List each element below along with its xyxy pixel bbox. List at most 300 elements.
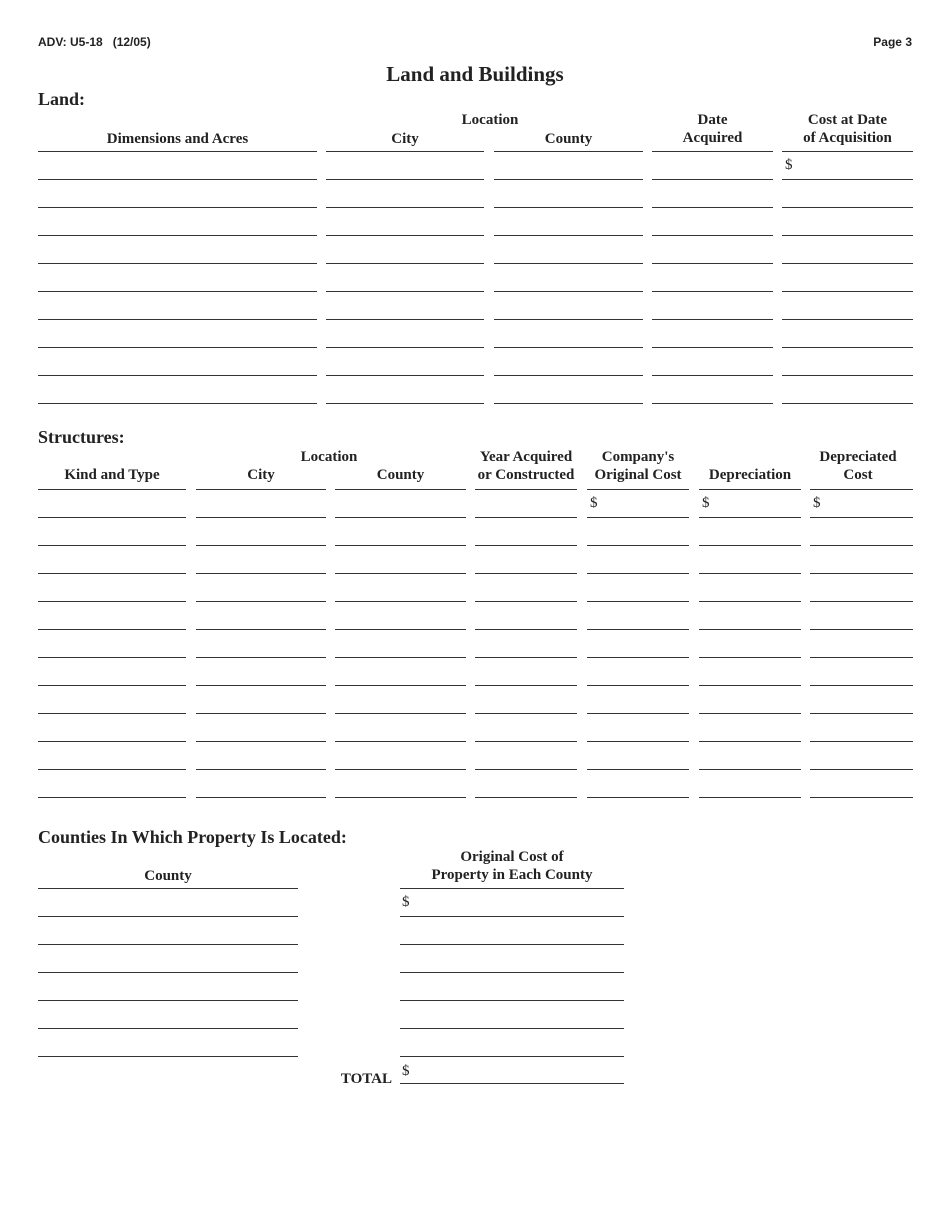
land-dimensions-input[interactable] — [41, 159, 314, 178]
form-id-text: ADV: U5-18 — [38, 35, 103, 49]
land-row-rule — [326, 207, 484, 208]
structures-row-rule — [810, 685, 913, 686]
structures-row-rule — [335, 573, 466, 574]
land-row-rule — [494, 179, 643, 180]
structures-row-rule — [810, 517, 913, 518]
counties-col-cost-line2: Property in Each County — [431, 867, 593, 883]
structures-depreciation-input[interactable] — [702, 637, 798, 656]
structures-row-rule — [810, 601, 913, 602]
land-col-cost-line1: Cost at Date — [807, 112, 888, 128]
land-col-cost-line2: of Acquisition — [803, 130, 892, 146]
counties-county-input[interactable] — [41, 924, 295, 943]
land-city-input[interactable] — [329, 355, 481, 374]
structures-year-input[interactable] — [478, 749, 574, 768]
counties-row-rule — [38, 1028, 298, 1029]
structures-dep-cost-input[interactable] — [813, 721, 910, 740]
land-cost-input[interactable] — [785, 327, 910, 346]
structures-city-input[interactable] — [199, 525, 323, 544]
land-row-rule — [38, 263, 317, 264]
land-county-input[interactable] — [497, 355, 640, 374]
land-dimensions-input[interactable] — [41, 187, 314, 206]
structures-kind-input[interactable] — [41, 553, 183, 572]
structures-row-rule — [810, 769, 913, 770]
land-city-input[interactable] — [329, 383, 481, 402]
structures-county-input[interactable] — [338, 609, 463, 628]
structures-row-rule — [196, 657, 326, 658]
structures-row-rule — [475, 741, 577, 742]
land-city-input[interactable] — [329, 327, 481, 346]
structures-city-input[interactable] — [199, 693, 323, 712]
structures-city-input[interactable] — [199, 777, 323, 796]
structures-dep-cost-input[interactable] — [813, 693, 910, 712]
structures-row-rule — [335, 741, 466, 742]
structures-row-rule — [810, 629, 913, 630]
counties-header-rule — [38, 888, 298, 889]
counties-county-input[interactable] — [41, 1036, 295, 1055]
structures-location-group-header: Location — [300, 449, 358, 465]
counties-row-rule — [400, 972, 624, 973]
structures-depreciation-input[interactable] — [702, 665, 798, 684]
structures-row-rule — [475, 769, 577, 770]
structures-row-rule — [475, 713, 577, 714]
structures-row-rule — [699, 545, 801, 546]
land-row-rule — [652, 207, 773, 208]
land-row-rule — [652, 403, 773, 404]
land-county-input[interactable] — [497, 271, 640, 290]
structures-row-rule — [587, 629, 689, 630]
structures-row-rule — [196, 741, 326, 742]
structures-heading: Structures: — [38, 427, 125, 447]
land-city-input[interactable] — [329, 271, 481, 290]
land-date-input[interactable] — [655, 187, 770, 206]
structures-row-rule — [587, 545, 689, 546]
land-row-rule — [494, 291, 643, 292]
structures-row-rule — [38, 797, 186, 798]
structures-header-rule — [335, 489, 466, 490]
structures-row-rule — [699, 573, 801, 574]
land-city-input[interactable] — [329, 299, 481, 318]
land-city-input[interactable] — [329, 187, 481, 206]
structures-year-input[interactable] — [478, 609, 574, 628]
counties-county-input[interactable] — [41, 952, 295, 971]
structures-city-input[interactable] — [199, 721, 323, 740]
structures-row-rule — [335, 797, 466, 798]
structures-county-input[interactable] — [338, 721, 463, 740]
structures-row-rule — [335, 629, 466, 630]
structures-row-rule — [196, 713, 326, 714]
land-date-input[interactable] — [655, 383, 770, 402]
form-revision: (12/05) — [112, 35, 151, 49]
land-county-input[interactable] — [497, 215, 640, 234]
land-row-rule — [326, 319, 484, 320]
land-header-rule — [782, 151, 913, 152]
structures-row-rule — [335, 545, 466, 546]
counties-col-cost-line1: Original Cost of — [460, 849, 564, 865]
land-row-rule — [38, 403, 317, 404]
structures-row-rule — [810, 741, 913, 742]
structures-original-cost-input[interactable] — [590, 665, 686, 684]
land-date-input[interactable] — [655, 271, 770, 290]
structures-year-input[interactable] — [478, 693, 574, 712]
structures-row-rule — [38, 741, 186, 742]
counties-county-input[interactable] — [41, 1008, 295, 1027]
land-city-input[interactable] — [329, 215, 481, 234]
structures-row-rule — [196, 601, 326, 602]
structures-year-input[interactable] — [478, 497, 574, 516]
land-row-rule — [652, 291, 773, 292]
land-cost-input[interactable] — [785, 215, 910, 234]
structures-row-rule — [810, 657, 913, 658]
structures-county-input[interactable] — [338, 525, 463, 544]
counties-cost-input[interactable] — [403, 980, 621, 999]
land-county-input[interactable] — [497, 243, 640, 262]
land-row-rule — [38, 347, 317, 348]
land-row-rule — [326, 347, 484, 348]
structures-dep-cost-input[interactable] — [813, 777, 910, 796]
structures-original-cost-input[interactable] — [590, 637, 686, 656]
land-row-rule — [326, 375, 484, 376]
structures-depreciation-dollar-sign: $ — [702, 495, 710, 511]
structures-row-rule — [335, 657, 466, 658]
counties-row-rule — [38, 944, 298, 945]
structures-dep-cost-input[interactable] — [813, 581, 910, 600]
structures-row-rule — [475, 629, 577, 630]
land-row-rule — [782, 179, 913, 180]
counties-header-rule — [400, 888, 624, 889]
land-dimensions-input[interactable] — [41, 215, 314, 234]
land-row-rule — [494, 403, 643, 404]
land-dimensions-input[interactable] — [41, 243, 314, 262]
land-row-rule — [38, 319, 317, 320]
structures-row-rule — [196, 517, 326, 518]
structures-row-rule — [699, 741, 801, 742]
structures-original-cost-input[interactable] — [590, 693, 686, 712]
structures-row-rule — [475, 573, 577, 574]
land-row-rule — [494, 235, 643, 236]
structures-header-rule — [810, 489, 913, 490]
structures-col-dep-line2: Cost — [843, 467, 873, 483]
land-row-rule — [494, 207, 643, 208]
structures-row-rule — [587, 573, 689, 574]
land-col-date-line1: Date — [697, 112, 728, 128]
structures-col-depreciated-cost — [810, 448, 906, 484]
structures-col-year-line1: Year Acquired — [479, 449, 573, 465]
structures-depreciation-input[interactable] — [713, 497, 798, 516]
land-cost-input[interactable] — [785, 299, 910, 318]
structures-col-orig-line2: Original Cost — [594, 467, 682, 483]
structures-row-rule — [38, 685, 186, 686]
land-col-dimensions: Dimensions and Acres — [106, 131, 249, 147]
structures-depreciation-input[interactable] — [702, 609, 798, 628]
structures-original-cost-input[interactable] — [590, 609, 686, 628]
form-id — [38, 35, 151, 49]
land-cost-input[interactable] — [785, 383, 910, 402]
structures-row-rule — [475, 517, 577, 518]
land-row-rule — [326, 291, 484, 292]
structures-depreciation-input[interactable] — [702, 777, 798, 796]
structures-row-rule — [699, 629, 801, 630]
structures-col-city: City — [247, 467, 275, 483]
structures-dep-cost-input[interactable] — [824, 497, 910, 516]
land-row-rule — [494, 263, 643, 264]
land-row-rule — [652, 235, 773, 236]
structures-original-cost-input[interactable] — [590, 525, 686, 544]
structures-col-dep-line1: Depreciated — [819, 449, 897, 465]
structures-dep-cost-input[interactable] — [813, 665, 910, 684]
land-header-rule — [494, 151, 643, 152]
land-row-rule — [326, 263, 484, 264]
land-date-input[interactable] — [655, 243, 770, 262]
structures-kind-input[interactable] — [41, 693, 183, 712]
land-row-rule — [782, 347, 913, 348]
structures-original-cost-input[interactable] — [590, 721, 686, 740]
structures-col-year-line2: or Constructed — [477, 467, 575, 483]
structures-row-rule — [38, 629, 186, 630]
structures-dep-cost-input[interactable] — [813, 525, 910, 544]
structures-city-input[interactable] — [199, 665, 323, 684]
total-underline — [400, 1083, 624, 1084]
structures-row-rule — [810, 545, 913, 546]
structures-depreciation-input[interactable] — [702, 553, 798, 572]
structures-row-rule — [810, 797, 913, 798]
structures-year-input[interactable] — [478, 581, 574, 600]
land-row-rule — [652, 319, 773, 320]
land-row-rule — [326, 235, 484, 236]
structures-city-input[interactable] — [199, 581, 323, 600]
structures-row-rule — [335, 685, 466, 686]
counties-row-rule — [38, 1056, 298, 1057]
structures-depreciated-cost-dollar-sign: $ — [813, 495, 821, 511]
counties-row-rule — [400, 1056, 624, 1057]
structures-col-county: County — [376, 467, 425, 483]
structures-row-rule — [196, 685, 326, 686]
structures-county-input[interactable] — [338, 665, 463, 684]
land-county-input[interactable] — [497, 383, 640, 402]
land-col-city: City — [391, 131, 419, 147]
land-row-rule — [782, 291, 913, 292]
structures-city-input[interactable] — [199, 749, 323, 768]
structures-row-rule — [587, 517, 689, 518]
land-date-input[interactable] — [655, 159, 770, 178]
structures-county-input[interactable] — [338, 749, 463, 768]
structures-header-rule — [196, 489, 326, 490]
land-county-input[interactable] — [497, 327, 640, 346]
land-city-input[interactable] — [329, 159, 481, 178]
structures-row-rule — [335, 517, 466, 518]
structures-row-rule — [587, 797, 689, 798]
structures-header-rule — [38, 489, 186, 490]
land-header-rule — [326, 151, 484, 152]
structures-kind-input[interactable] — [41, 497, 183, 516]
counties-cost-input[interactable] — [403, 952, 621, 971]
structures-header-rule — [475, 489, 577, 490]
counties-row-rule — [38, 1000, 298, 1001]
structures-county-input[interactable] — [338, 637, 463, 656]
land-row-rule — [652, 179, 773, 180]
land-date-input[interactable] — [655, 215, 770, 234]
land-row-rule — [326, 179, 484, 180]
counties-col-county: County — [144, 868, 192, 884]
land-col-date-line2: Acquired — [682, 130, 743, 146]
structures-city-input[interactable] — [199, 497, 323, 516]
structures-dep-cost-input[interactable] — [813, 749, 910, 768]
structures-row-rule — [196, 629, 326, 630]
land-cost-input[interactable] — [785, 355, 910, 374]
structures-row-rule — [38, 657, 186, 658]
land-row-rule — [782, 319, 913, 320]
structures-row-rule — [475, 797, 577, 798]
structures-city-input[interactable] — [199, 553, 323, 572]
structures-kind-input[interactable] — [41, 525, 183, 544]
land-row-rule — [782, 235, 913, 236]
structures-row-rule — [38, 769, 186, 770]
land-header-rule — [38, 151, 317, 152]
structures-kind-input[interactable] — [41, 609, 183, 628]
land-dimensions-input[interactable] — [41, 383, 314, 402]
land-cost-input[interactable] — [785, 243, 910, 262]
land-row-rule — [782, 263, 913, 264]
structures-header-rule — [587, 489, 689, 490]
structures-row-rule — [475, 545, 577, 546]
land-row-rule — [38, 207, 317, 208]
land-date-input[interactable] — [655, 327, 770, 346]
structures-row-rule — [699, 769, 801, 770]
land-row-rule — [38, 291, 317, 292]
structures-year-input[interactable] — [478, 777, 574, 796]
structures-col-original-cost — [587, 448, 689, 484]
land-cost-dollar-sign: $ — [785, 157, 793, 173]
structures-col-year — [470, 448, 582, 484]
structures-year-input[interactable] — [478, 665, 574, 684]
counties-county-input[interactable] — [41, 980, 295, 999]
land-cost-input[interactable] — [785, 271, 910, 290]
land-row-rule — [652, 263, 773, 264]
land-dimensions-input[interactable] — [41, 355, 314, 374]
structures-row-rule — [475, 601, 577, 602]
structures-county-input[interactable] — [338, 553, 463, 572]
land-date-input[interactable] — [655, 355, 770, 374]
structures-depreciation-input[interactable] — [702, 693, 798, 712]
structures-original-cost-input[interactable] — [590, 777, 686, 796]
structures-depreciation-input[interactable] — [702, 581, 798, 600]
structures-row-rule — [699, 797, 801, 798]
land-row-rule — [652, 375, 773, 376]
land-dimensions-input[interactable] — [41, 299, 314, 318]
counties-cost-input[interactable] — [403, 1008, 621, 1027]
land-row-rule — [494, 375, 643, 376]
structures-original-cost-input[interactable] — [601, 497, 686, 516]
land-city-input[interactable] — [329, 243, 481, 262]
structures-row-rule — [475, 685, 577, 686]
structures-county-input[interactable] — [338, 777, 463, 796]
counties-row-rule — [400, 1028, 624, 1029]
structures-year-input[interactable] — [478, 637, 574, 656]
counties-col-original-cost — [400, 848, 624, 884]
structures-row-rule — [196, 797, 326, 798]
land-row-rule — [494, 347, 643, 348]
land-dimensions-input[interactable] — [41, 271, 314, 290]
structures-row-rule — [196, 573, 326, 574]
structures-county-input[interactable] — [338, 497, 463, 516]
structures-row-rule — [335, 769, 466, 770]
structures-row-rule — [38, 601, 186, 602]
structures-dep-cost-input[interactable] — [813, 637, 910, 656]
structures-row-rule — [335, 713, 466, 714]
land-header-rule — [652, 151, 773, 152]
structures-depreciation-input[interactable] — [702, 749, 798, 768]
counties-cost-input[interactable] — [414, 896, 621, 915]
land-county-input[interactable] — [497, 159, 640, 178]
counties-row-rule — [38, 972, 298, 973]
structures-dep-cost-input[interactable] — [813, 609, 910, 628]
structures-year-input[interactable] — [478, 525, 574, 544]
structures-kind-input[interactable] — [41, 637, 183, 656]
structures-row-rule — [810, 573, 913, 574]
structures-original-cost-input[interactable] — [590, 553, 686, 572]
structures-dep-cost-input[interactable] — [813, 553, 910, 572]
structures-row-rule — [587, 769, 689, 770]
structures-row-rule — [699, 685, 801, 686]
land-row-rule — [38, 375, 317, 376]
structures-row-rule — [810, 713, 913, 714]
counties-row-rule — [400, 916, 624, 917]
structures-year-input[interactable] — [478, 553, 574, 572]
counties-cost-input[interactable] — [403, 1036, 621, 1055]
structures-kind-input[interactable] — [41, 749, 183, 768]
land-county-input[interactable] — [497, 299, 640, 318]
structures-original-cost-input[interactable] — [590, 749, 686, 768]
structures-county-input[interactable] — [338, 581, 463, 600]
structures-city-input[interactable] — [199, 609, 323, 628]
land-county-input[interactable] — [497, 187, 640, 206]
structures-city-input[interactable] — [199, 637, 323, 656]
land-col-cost — [782, 111, 913, 147]
structures-kind-input[interactable] — [41, 665, 183, 684]
structures-year-input[interactable] — [478, 721, 574, 740]
structures-kind-input[interactable] — [41, 777, 183, 796]
total-input[interactable] — [414, 1064, 620, 1082]
land-cost-input[interactable] — [785, 187, 910, 206]
structures-col-orig-line1: Company's — [601, 449, 675, 465]
counties-county-input[interactable] — [41, 896, 295, 915]
total-label: TOTAL — [340, 1071, 392, 1087]
land-cost-input[interactable] — [796, 159, 910, 178]
structures-original-cost-input[interactable] — [590, 581, 686, 600]
structures-county-input[interactable] — [338, 693, 463, 712]
land-row-rule — [38, 179, 317, 180]
structures-row-rule — [699, 657, 801, 658]
counties-cost-input[interactable] — [403, 924, 621, 943]
structures-kind-input[interactable] — [41, 721, 183, 740]
land-date-input[interactable] — [655, 299, 770, 318]
structures-row-rule — [38, 573, 186, 574]
structures-col-kind: Kind and Type — [64, 467, 160, 483]
page-title: Land and Buildings — [386, 62, 564, 86]
structures-depreciation-input[interactable] — [702, 721, 798, 740]
structures-row-rule — [335, 601, 466, 602]
structures-row-rule — [587, 601, 689, 602]
land-col-county: County — [544, 131, 593, 147]
land-dimensions-input[interactable] — [41, 327, 314, 346]
structures-depreciation-input[interactable] — [702, 525, 798, 544]
counties-row-rule — [38, 916, 298, 917]
structures-row-rule — [587, 657, 689, 658]
structures-row-rule — [699, 713, 801, 714]
structures-kind-input[interactable] — [41, 581, 183, 600]
land-col-date-acquired — [652, 111, 773, 147]
structures-header-rule — [699, 489, 801, 490]
land-row-rule — [652, 347, 773, 348]
